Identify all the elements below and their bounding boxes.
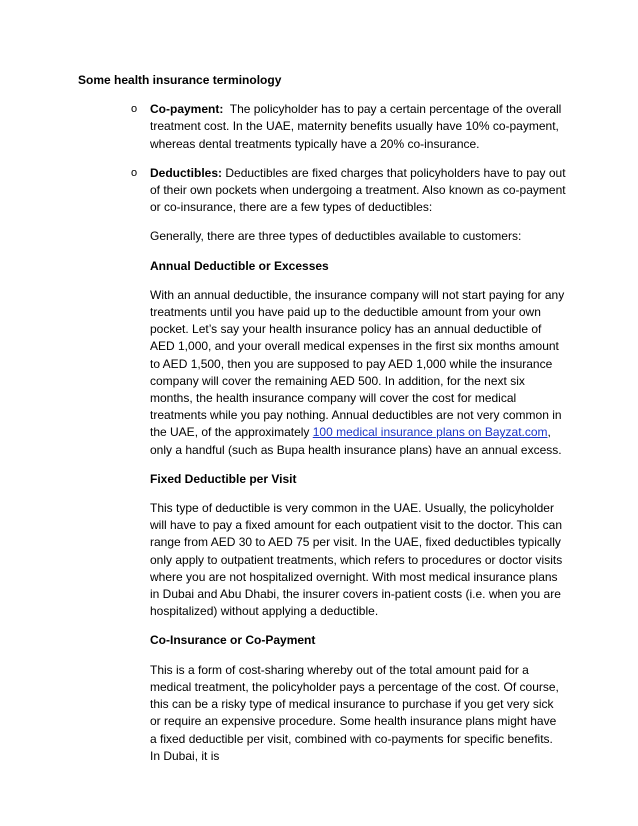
paragraph-text: , only a handful (such as Bupa health insurance plans) have an annual excess. <box>150 425 562 457</box>
term-definition: The policyholder has to pay a certain percentage of the overall treatment cost. In the UAE, maternity benefits usually have 10% co-payment, whereas dental treatments typically have a 20% co-insurance. <box>150 102 565 151</box>
bullet-circle-icon: o <box>131 166 138 179</box>
paragraph-annual-deductible <box>78 287 566 459</box>
intro-paragraph: Generally, there are three types of deductibles available to customers: <box>150 229 522 244</box>
term-label: Co-payment: <box>150 102 224 117</box>
list-item-co-payment <box>78 101 566 153</box>
paragraph-fixed-deductible: This type of deductible is very common in the UAE. Usually, the policyholder will have to pay a fixed amount for each outpatient visit to the doctor. This can range from AED 30 to AED 75 per visit. In the UAE, fixed deductibles typically only apply to outpatient treatments, which refers to procedures or doctor visits where you are not hospitalized overnight. With most medical insurance plans in Dubai and Abu Dhabi, the insurer covers in-patient costs (i.e. when you are hospitalized) without applying a deductible. <box>150 501 563 619</box>
paragraph-text: With an annual deductible, the insurance company will not start paying for any treatments until you have paid up to the deductible amount from your own pocket. Let’s say your health insurance policy has an annual deductible of AED 1,000, and your overall medical expenses in the first six months amount to AED 1,500, then you are supposed to pay AED 1,000 while the insurance company will cover the remaining AED 500. In addition, for the next six months, the health insurance company will cover the cost for medical treatments while you pay nothing. Annual deductibles are not very common in the UAE, of the approximately <box>150 287 565 440</box>
list-item-deductibles <box>78 165 569 217</box>
subheading-annual-deductible: Annual Deductible or Excesses <box>150 258 329 273</box>
subheading-fixed-deductible: Fixed Deductible per Visit <box>150 471 297 486</box>
subheading-co-insurance: Co-Insurance or Co-Payment <box>150 633 316 648</box>
section-heading: Some health insurance terminology <box>78 73 282 87</box>
paragraph-co-insurance: This is a form of cost-sharing whereby out of the total amount paid for a medical treatment, the policyholder pays a percentage of the cost. Of course, this can be a risky type of medical insurance to purchase if you get very sick or require an expensive procedure. Some health insurance plans might have a fixed deductible per visit, combined with co-payments for specific benefits. In Dubai, it is <box>150 662 559 763</box>
term-definition: Deductibles are fixed charges that policyholders have to pay out of their own pockets when undergoing a treatment. Also known as co-payment or co-insurance, there are a few types of deductibles: <box>150 165 569 215</box>
bayzat-plans-link[interactable]: 100 medical insurance plans on Bayzat.com <box>312 425 548 440</box>
term-label: Deductibles: <box>150 165 223 180</box>
bullet-circle-icon: o <box>131 103 138 116</box>
